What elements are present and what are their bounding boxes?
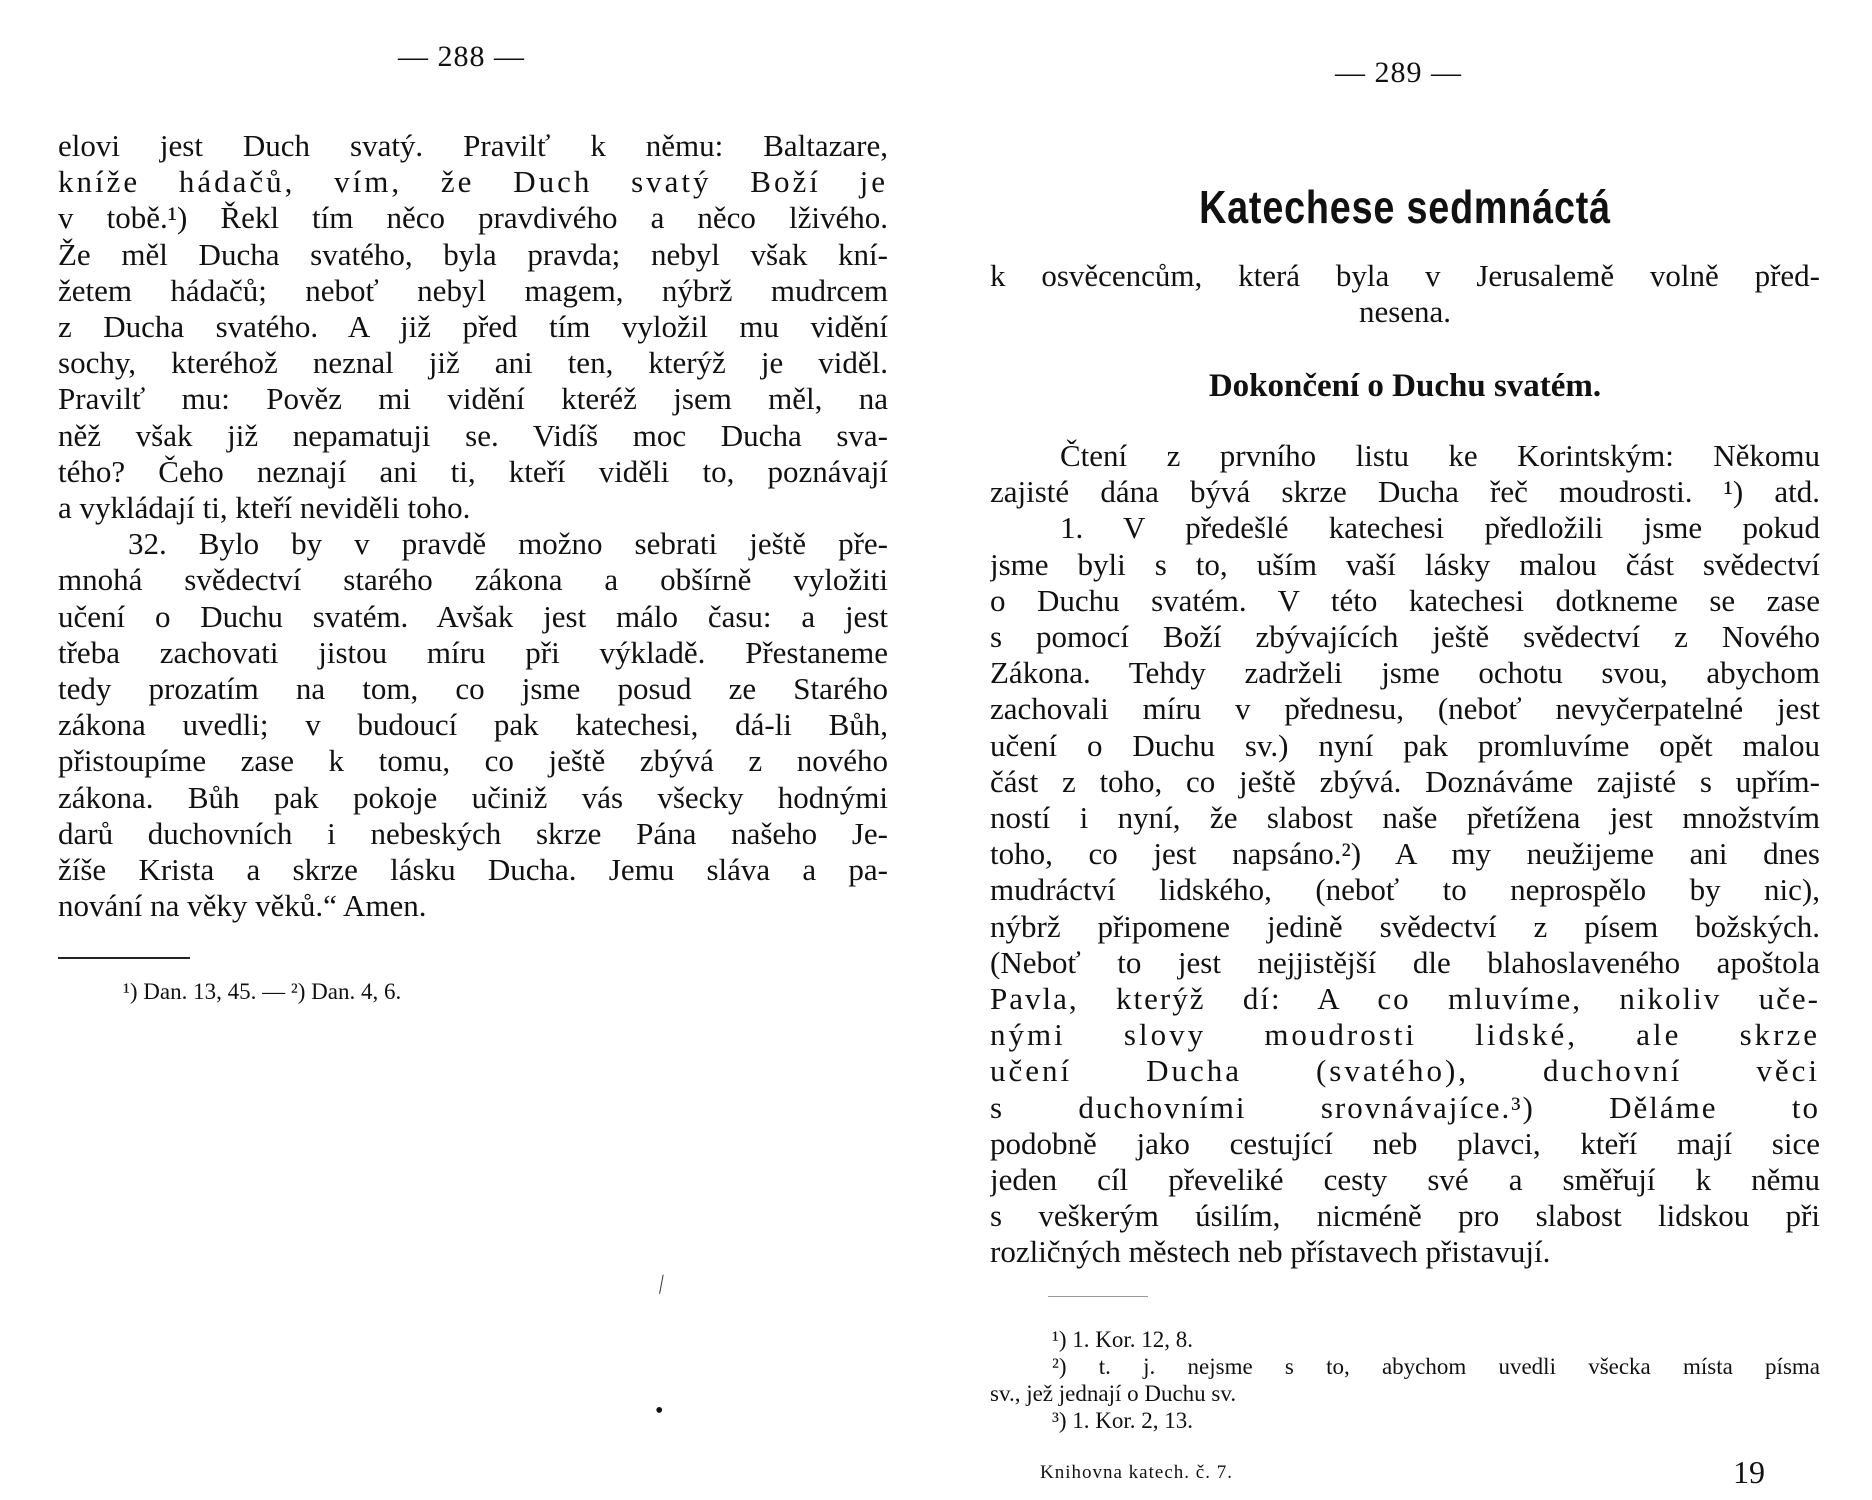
footnote: ³) 1. Kor. 2, 13. [1052,1408,1194,1433]
text-line: darů duchovních i nebeských skrze Pána našeho Je- [58,815,888,851]
footnote-divider [1048,1296,1148,1297]
footnote: ¹) Dan. 13, 45. — ²) Dan. 4, 6. [123,979,402,1004]
text-line: o Duchu svatém. V této katechesi dotkneme se zase [990,582,1820,618]
text-line: Že měl Ducha svatého, byla pravda; nebyl však kní- [58,236,888,272]
text-line: zachovali míru v přednesu, (neboť nevyčerpatelné jest [990,691,1820,727]
text-line: Pavla, kterýž dí: A co mluvíme, nikoliv uče- [990,981,1820,1017]
text-line: s pomocí Boží zbývajících ještě svědectví z Nového [990,619,1820,655]
text-line: a vykládají ti, kteří neviděli toho. [58,490,471,526]
stray-ink-mark: ⁄ [654,1272,670,1298]
text-line: zákona uvedli; v budoucí pak katechesi, dá-li Bůh, [58,707,888,743]
footnotes [990,1326,1820,1434]
text-line: třeba zachovati jistou míru při výkladě. Přestaneme [58,634,888,670]
footnote: ¹) 1. Kor. 12, 8. [1052,1327,1194,1352]
text-line: část z toho, co ještě zbývá. Doznáváme zajisté s upřím- [990,763,1820,799]
text-line: Zákona. Tehdy zadrželi jsme ochotu svou, abychom [990,655,1820,691]
chapter-title: Katechese sedmnáctá [1199,181,1611,233]
text-line: toho, co jest napsáno.²) A my neužijeme ani dnes [990,836,1820,872]
body-text [58,128,888,924]
printer-signature: Knihovna katech. č. 7. [1040,1462,1233,1483]
text-line: s veškerým úsilím, nicméně pro slabost lidskou při [990,1198,1820,1234]
text-line: žetem hádačů; neboť nebyl magem, nýbrž mudrcem [58,272,888,308]
footnotes [123,978,683,1005]
text-line: Pravilť mu: Pověz mi vidění kteréž jsem měl, na [58,381,888,417]
footnote: ²) t. j. nejsme s to, abychom uvedli všecka místa písma [1052,1354,1820,1379]
text-line: 1. V předešlé katechesi předložili jsme pokud [1060,510,1820,546]
text-line: jeden cíl převeliké cesty své a směřují k němu [990,1162,1820,1198]
subtitle-line: k osvěcencům, která byla v Jerusalemě volně před- [990,258,1820,293]
page-number: — 289 — [1335,56,1462,89]
footnote: sv., jež jednají o Duchu sv. [990,1381,1237,1406]
body-text [990,438,1820,1271]
subtitle-line: nesena. [1358,294,1452,329]
section-title: Dokončení o Duchu svatém. [1208,368,1602,404]
page-number: — 288 — [398,40,525,73]
right-page [990,0,1820,1500]
text-line: učení Ducha (svatého), duchovní věci [990,1053,1820,1089]
text-line: Čtení z prvního listu ke Korintským: Někomu [1060,438,1820,473]
text-line: jsme byli s to, uším vaší lásky malou část svědectví [990,546,1820,582]
text-line: 32. Bylo by v pravdě možno sebrati ještě pře- [128,526,888,562]
text-line: zajisté dána bývá skrze Ducha řeč moudrosti. ¹) atd. [990,474,1820,510]
text-line: (Neboť to jest nejjistější dle blahoslaveného apoštola [990,944,1820,980]
text-line: s duchovními srovnávajíce.³) Děláme to [990,1089,1820,1125]
text-line: mnohá svědectví starého zákona a obšírně vyložiti [58,562,888,598]
text-line: v tobě.¹) Řekl tím něco pravdivého a něco lživého. [58,200,888,236]
text-line: nýbrž připomene jedině svědectví z písem božských. [990,908,1820,944]
left-page [58,0,888,1500]
text-line: nování na věky věků.“ Amen. [58,888,427,924]
text-line: tého? Čeho neznají ani ti, kteří viděli to, poznávají [58,453,888,489]
text-line: něž však již nepamatuji se. Vidíš moc Ducha sva- [58,417,888,453]
text-line: zákona. Bůh pak pokoje učiniž vás všecky hodnými [58,779,888,815]
chapter-subtitle [990,258,1820,330]
text-line: učení o Duchu svatém. Avšak jest málo času: a jest [58,598,888,634]
text-line: přistoupíme zase k tomu, co ještě zbývá z nového [58,743,888,779]
text-line: mudráctví lidského, (neboť to neprospělo by nic), [990,872,1820,908]
text-line: učení o Duchu sv.) nyní pak promluvíme opět malou [990,727,1820,763]
stray-ink-dot: • [655,1398,664,1424]
text-line: ností i nyní, že slabost naše přetížena jest množstvím [990,800,1820,836]
text-line: sochy, kteréhož neznal již ani ten, kterýž je viděl. [58,345,888,381]
text-line: žíše Krista a skrze lásku Ducha. Jemu sláva a pa- [58,852,888,888]
text-line: tedy prozatím na tom, co jsme posud ze Starého [58,671,888,707]
text-line: nými slovy moudrosti lidské, ale skrze [990,1017,1820,1053]
text-line: podobně jako cestující neb plavci, kteří mají sice [990,1125,1820,1161]
text-line: z Ducha svatého. A již před tím vyložil mu vidění [58,309,888,345]
sheet-number: 19 [1733,1454,1765,1490]
text-line: kníže hádačů, vím, že Duch svatý Boží je [58,164,888,200]
text-line: elovi jest Duch svatý. Pravilť k němu: Baltazare, [58,128,888,163]
text-line: rozličných městech neb přístavech přistavují. [990,1234,1551,1270]
footnote-divider [58,957,190,959]
